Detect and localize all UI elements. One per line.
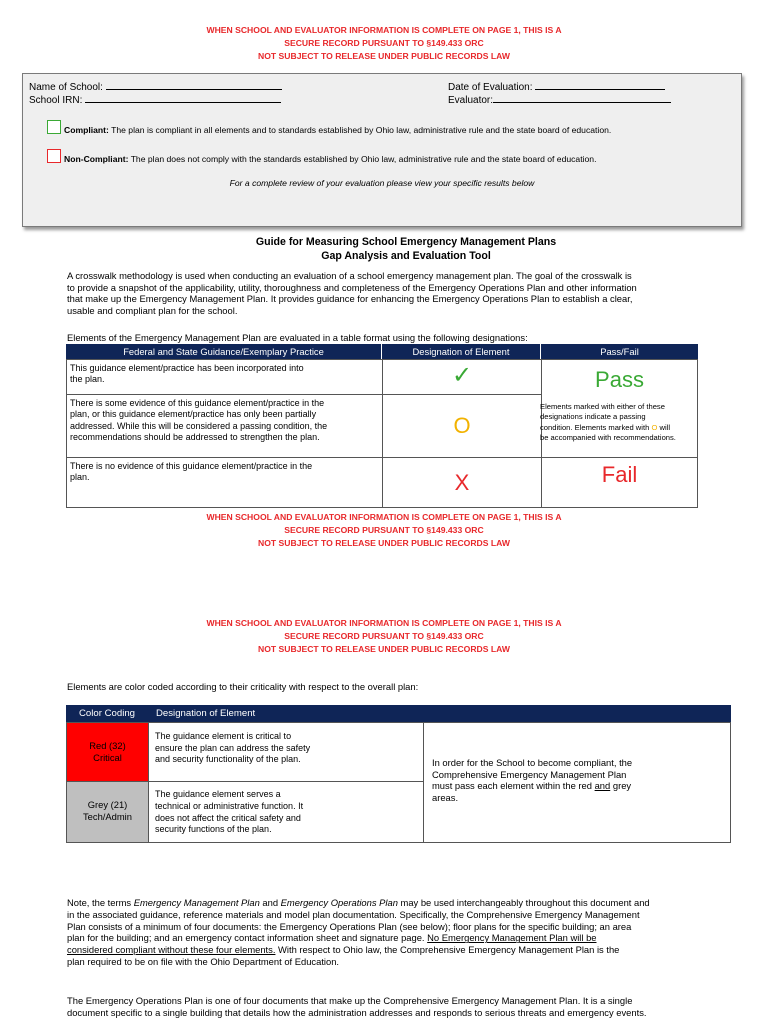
compliance-requirement-cell: In order for the School to become compliant, the Comprehensive Emergency Management Plan must pass each element within the red and grey areas. [423, 722, 731, 843]
red-description-cell: The guidance element is critical to ensure the plan can address the safety and security functionality of the plan. [148, 722, 424, 782]
noncompliant-statement: Non-Compliant: The plan does not comply with the standards established by Ohio law, administrative rule and the state board of education. [64, 154, 597, 164]
table-row-partial: There is some evidence of this guidance element/practice in the plan, or this guidance element/practice has only been partially addressed. While this will be considered a passing condition, the recommendations should be addressed to strengthen the plan. [66, 394, 383, 458]
secure-notice-top: WHEN SCHOOL AND EVALUATOR INFORMATION IS COMPLETE ON PAGE 1, THIS IS A SECURE RECORD PURSUANT TO §149.433 ORC NOT SUBJECT TO RELEASE UNDER PUBLIC RECORDS LAW [206, 25, 562, 61]
evaluation-date-field[interactable]: Date of Evaluation: [448, 80, 665, 93]
guide-subtitle: Gap Analysis and Evaluation Tool [321, 250, 491, 262]
table-row-missing: There is no evidence of this guidance element/practice in the plan. [66, 457, 383, 508]
header-pass-fail: Pass/Fail [541, 344, 698, 359]
header-color-coding: Color Coding [66, 705, 148, 722]
checkmark-icon: ✓ [451, 361, 473, 389]
school-name-field[interactable]: Name of School: [29, 80, 282, 93]
checkmark-cell [382, 359, 542, 395]
grey-description-cell: The guidance element serves a technical or administrative function. It does not affect the critical safety and security functions of the plan. [148, 781, 424, 843]
fail-label: Fail [601, 462, 638, 487]
red-critical-swatch: Red (32) Critical [66, 722, 149, 782]
intro-paragraph: A crosswalk methodology is used when conducting an evaluation of a school emergency management plan. The goal of the crosswalk is to provide a snapshot of the applicability, utility, thoroughness and completeness of the Emergency Operations Plan and other information that make up the Emergency Management Plan. It provides guidance for enhancing the Emergency Operations Plan to establish a clear, usable and compliant plan for the school. [67, 270, 637, 316]
evaluator-field[interactable]: Evaluator: [448, 93, 671, 106]
pass-label: Pass [595, 367, 644, 392]
circle-o-icon: O [453, 413, 471, 438]
partial-mark-cell [382, 394, 542, 458]
pass-note: Elements marked with either of these designations indicate a passing condition. Elements marked with O will be accompanied with recommendations. [540, 402, 676, 443]
eop-paragraph: The Emergency Operations Plan is one of four documents that make up the Comprehensive Emergency Management Plan. It is a single document specific to a single building that details how the administration addresses and responds to serious threats and emergency events. [67, 995, 647, 1018]
designation-table [66, 344, 698, 508]
header-element-designation: Designation of Element [148, 705, 731, 722]
secure-notice-page2: WHEN SCHOOL AND EVALUATOR INFORMATION IS COMPLETE ON PAGE 1, THIS IS A SECURE RECORD PURSUANT TO §149.433 ORC NOT SUBJECT TO RELEASE UNDER PUBLIC RECORDS LAW [206, 618, 562, 654]
compliant-checkbox[interactable] [47, 120, 61, 134]
noncompliant-checkbox[interactable] [47, 149, 61, 163]
circle-o-inline-icon: O [651, 422, 658, 432]
school-irn-field[interactable]: School IRN: [29, 93, 281, 106]
secure-notice-middle: WHEN SCHOOL AND EVALUATOR INFORMATION IS COMPLETE ON PAGE 1, THIS IS A SECURE RECORD PURSUANT TO §149.433 ORC NOT SUBJECT TO RELEASE UNDER PUBLIC RECORDS LAW [206, 512, 562, 548]
fail-cell [541, 457, 698, 508]
header-guidance: Federal and State Guidance/Exemplary Practice [66, 344, 382, 359]
note-paragraph: Note, the terms Emergency Management Plan and Emergency Operations Plan may be used interchangeably throughout this document and in the associated guidance, reference materials and model plan documentation. Specifically, the Comprehensive Emergency Management Plan consists of a minimum of four documents: the Emergency Operations Plan (see below); floor plans for the specific building; an area plan for the building; and an emergency contact information sheet and signature page. No Emergency Management Plan will be considered compliant without these four elements. With respect to Ohio law, the Comprehensive Emergency Management Plan is the plan required to be on file with the Ohio Department of Education. [67, 897, 650, 967]
pass-cell [541, 359, 698, 458]
x-icon: X [454, 470, 470, 495]
evaluation-info-box [22, 73, 742, 227]
compliant-statement: Compliant: The plan is compliant in all elements and to standards established by Ohio law, administrative rule and the state board of education. [64, 125, 612, 135]
guide-title: Guide for Measuring School Emergency Management Plans [255, 236, 557, 248]
header-designation: Designation of Element [382, 344, 541, 359]
color-coding-intro: Elements are color coded according to their criticality with respect to the overall plan: [67, 681, 419, 692]
grey-tech-admin-swatch: Grey (21) Tech/Admin [66, 781, 149, 843]
review-note: For a complete review of your evaluation please view your specific results below [229, 178, 535, 188]
table-row-incorporated: This guidance element/practice has been incorporated into the plan. [66, 359, 383, 395]
color-coding-table [66, 705, 731, 843]
elements-intro: Elements of the Emergency Management Plan are evaluated in a table format using the following designations: [67, 332, 528, 343]
x-mark-cell [382, 457, 542, 508]
